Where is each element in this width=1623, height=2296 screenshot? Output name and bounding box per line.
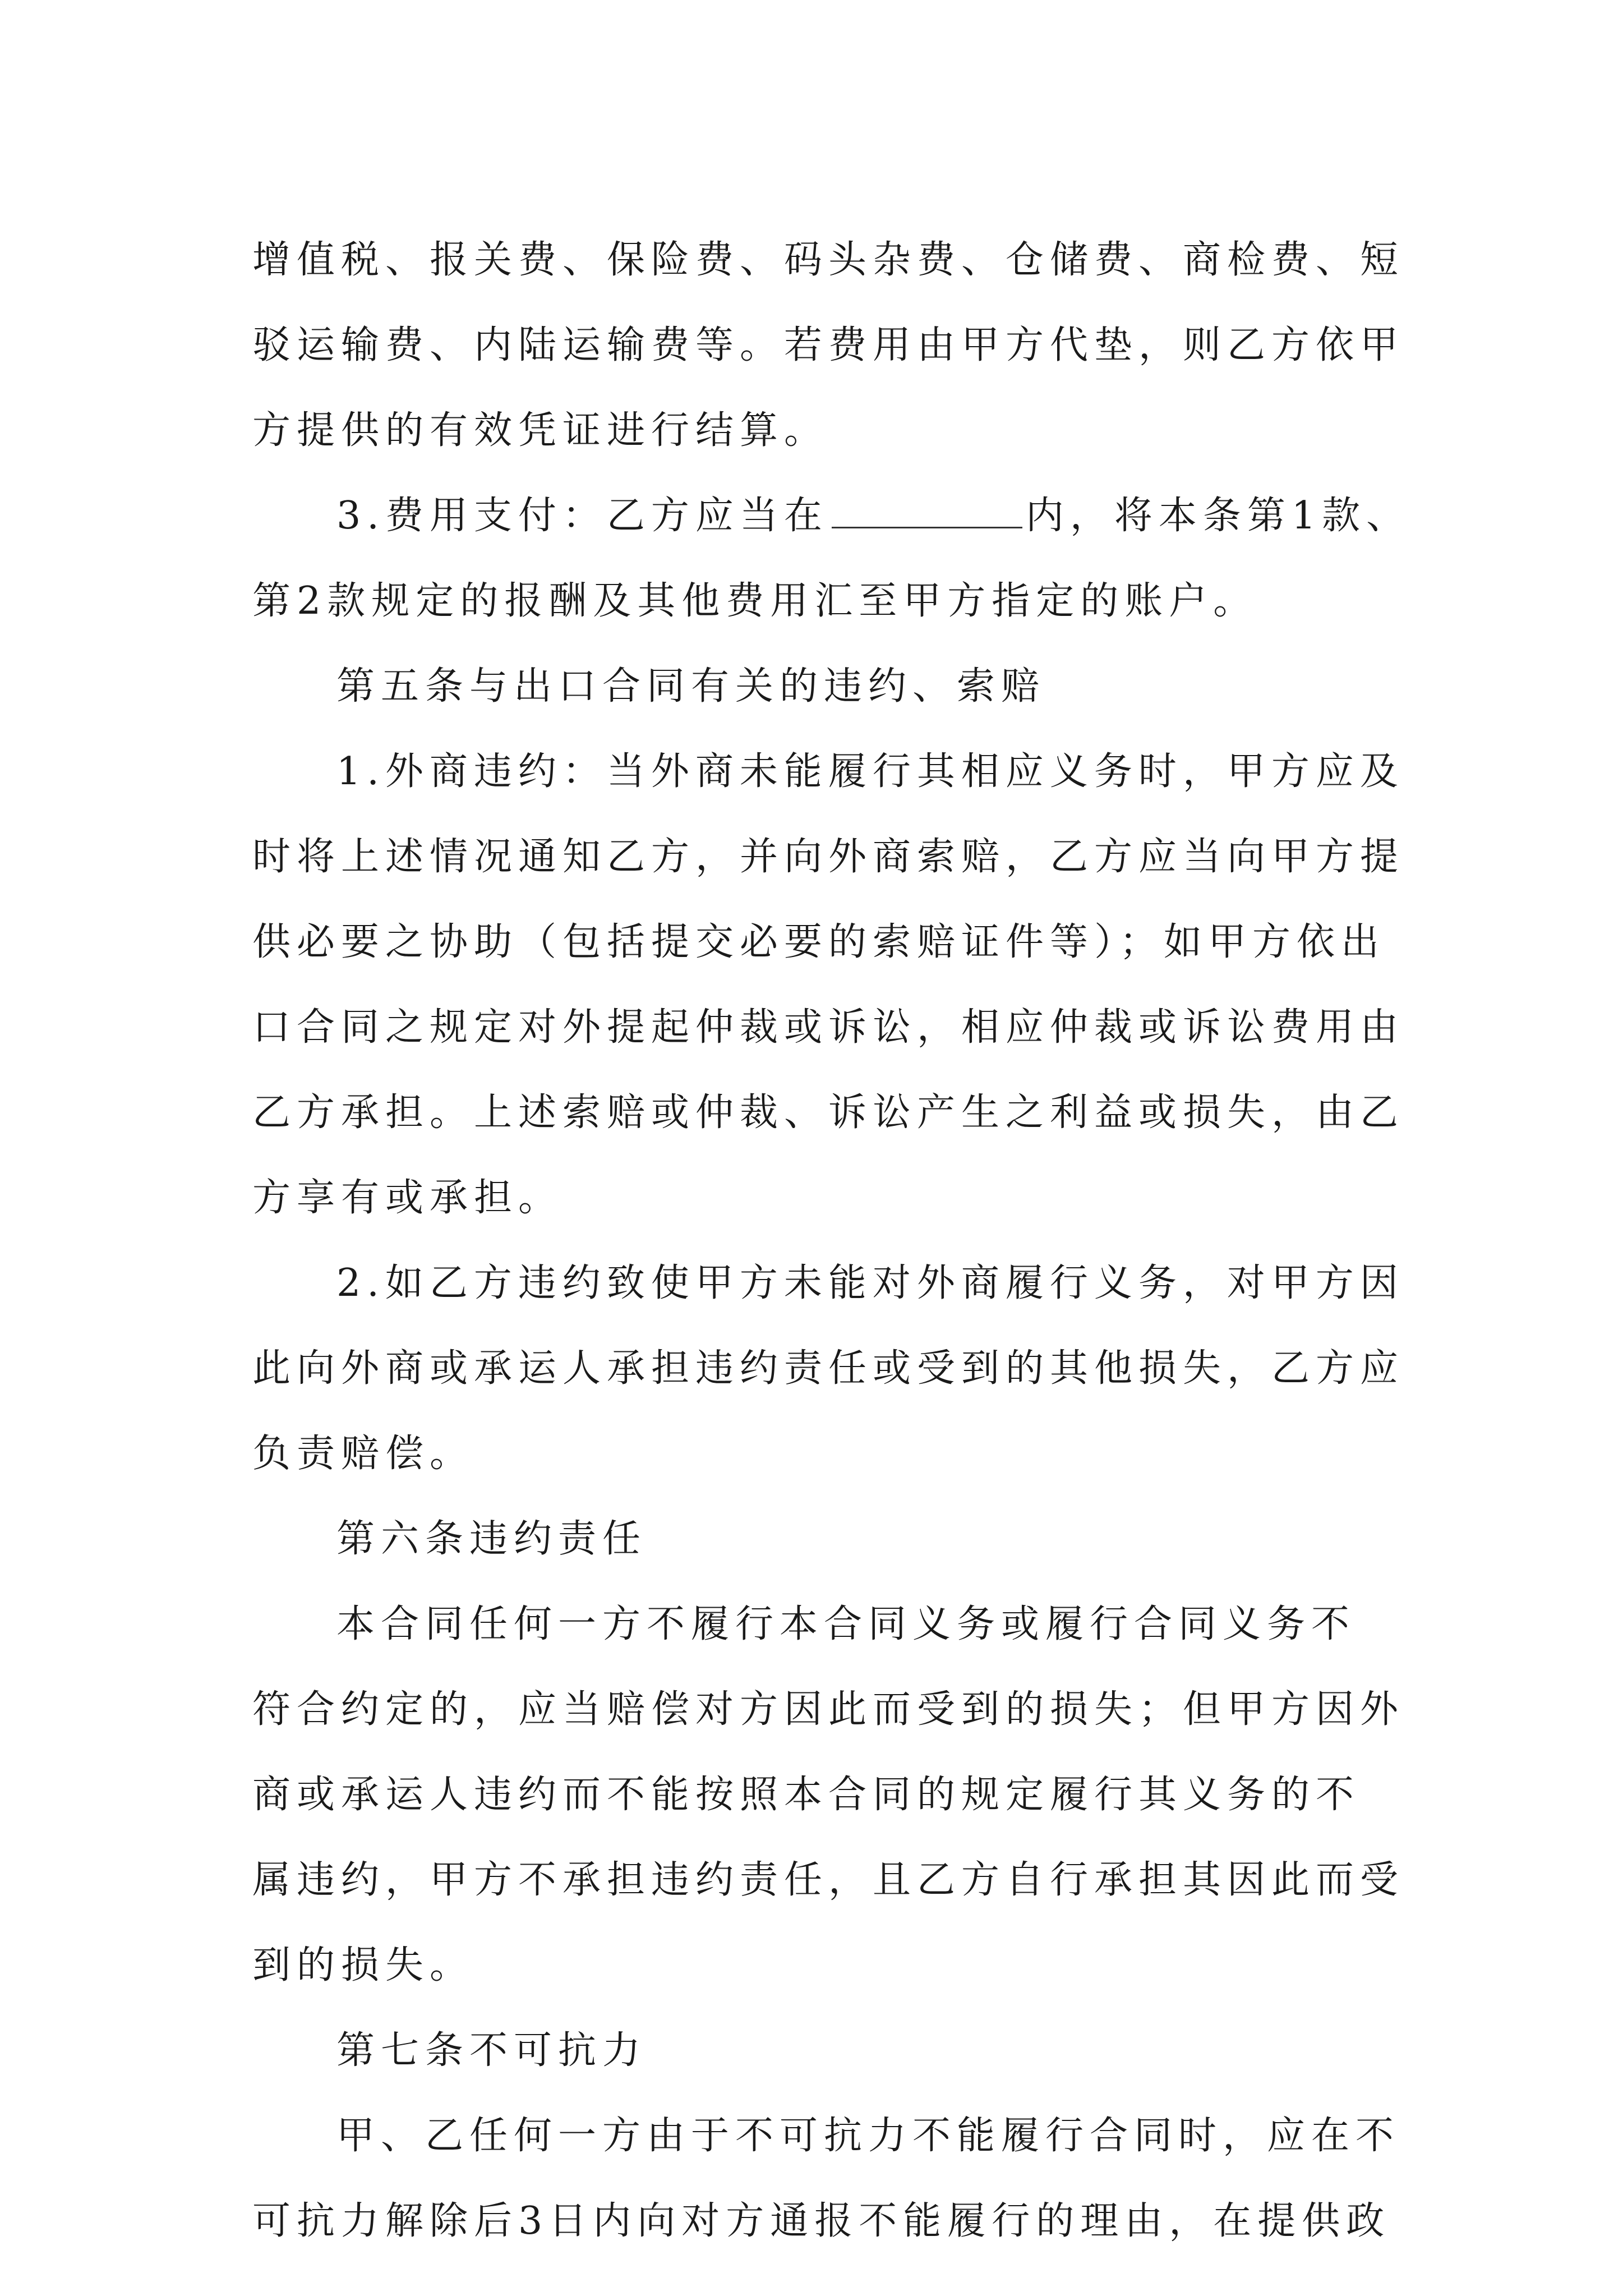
payment-clause-line: [252, 473, 1411, 559]
text-line: 第2款规定的报酬及其他费用汇至甲方指定的账户。: [252, 579, 1258, 623]
text-line: 甲、乙任何一方由于不可抗力不能履行合同时，应在不: [336, 2114, 1400, 2158]
text-line: 本合同任何一方不履行本合同义务或履行合同义务不: [336, 1602, 1356, 1646]
text-line: 1.外商违约：当外商未能履行其相应义务时，甲方应及: [336, 749, 1404, 794]
text-segment: 3.费用支付：乙方应当在: [336, 494, 828, 538]
text-line: 2.如乙方违约致使甲方未能对外商履行义务，对甲方因: [336, 1261, 1404, 1305]
text-line: 供必要之协助（包括提交必要的索赔证件等）；如甲方依出: [252, 920, 1386, 964]
text-line: 负责赔偿。: [252, 1432, 474, 1476]
text-line: 商或承运人违约而不能按照本合同的规定履行其义务的不: [252, 1773, 1361, 1817]
text-line: 口合同之规定对外提起仲裁或诉讼，相应仲裁或诉讼费用由: [252, 1005, 1405, 1050]
text-line: 可抗力解除后3日内向对方通报不能履行的理由，在提供政: [252, 2199, 1391, 2243]
text-line: 驳运输费、内陆运输费等。若费用由甲方代垫，则乙方依甲: [252, 323, 1405, 367]
section-heading: 第五条与出口合同有关的违约、索赔: [336, 664, 1046, 708]
text-line: 属违约，甲方不承担违约责任，且乙方自行承担其因此而受: [252, 1858, 1405, 1902]
text-line: 方享有或承担。: [252, 1176, 563, 1220]
document-page: [252, 218, 1411, 2264]
text-line: 时将上述情况通知乙方，并向外商索赔，乙方应当向甲方提: [252, 835, 1405, 879]
text-segment: 内，将本条第1款、: [1025, 494, 1411, 538]
text-line: 乙方承担。上述索赔或仲裁、诉讼产生之利益或损失，由乙: [252, 1091, 1405, 1135]
section-heading: 第七条不可抗力: [336, 2028, 647, 2073]
section-heading: 第六条违约责任: [336, 1517, 647, 1561]
text-line: 增值税、报关费、保险费、码头杂费、仓储费、商检费、短: [252, 238, 1405, 282]
text-line: 到的损失。: [252, 1943, 474, 1987]
text-line: 符合约定的，应当赔偿对方因此而受到的损失；但甲方因外: [252, 1687, 1405, 1732]
text-line: 此向外商或承运人承担违约责任或受到的其他损失，乙方应: [252, 1346, 1405, 1391]
text-line: 方提供的有效凭证进行结算。: [252, 408, 829, 453]
fill-in-blank: [832, 493, 1022, 528]
